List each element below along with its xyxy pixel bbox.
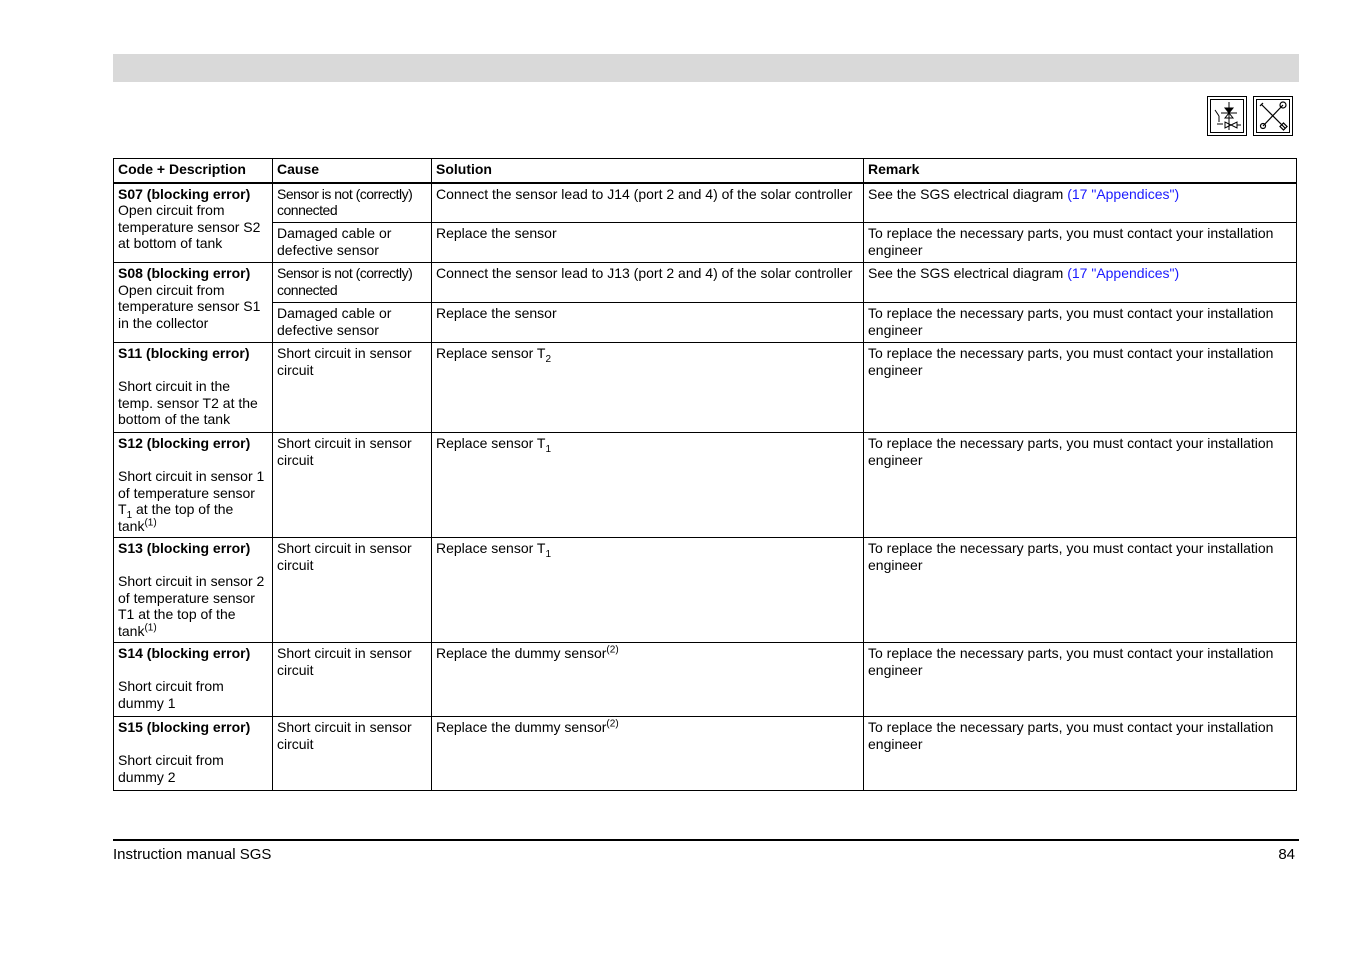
remark-cell: To replace the necessary parts, you must contact your installation engineer	[864, 643, 1297, 717]
cause-cell: Short circuit in sensor circuit	[273, 538, 432, 643]
table-row	[114, 538, 1297, 643]
solution-cell	[432, 433, 864, 538]
solution-cell	[432, 717, 864, 791]
error-code: S14 (blocking error)	[118, 645, 251, 661]
solution-text: Replace sensor T	[436, 345, 546, 361]
error-code: S07 (blocking error)	[118, 185, 251, 202]
page-number: 84	[1278, 846, 1295, 863]
solution-cell: Replace the sensor	[432, 303, 864, 343]
error-description: Open circuit from temperature sensor S2 at bottom of tank	[118, 202, 261, 251]
solution-text: Replace the dummy sensor	[436, 719, 607, 735]
remark-cell: To replace the necessary parts, you must contact your installation engineer	[864, 717, 1297, 791]
footnote-ref: (1)	[144, 621, 157, 633]
solution-cell: Replace the sensor	[432, 223, 864, 263]
table-row	[114, 303, 1297, 343]
remark-cell	[864, 183, 1297, 223]
cause-cell: Sensor is not (correctly) connected	[273, 263, 432, 303]
error-code: S12 (blocking error)	[118, 435, 251, 451]
error-code-cell	[114, 183, 273, 263]
cause-cell: Short circuit in sensor circuit	[273, 343, 432, 433]
remark-cell: To replace the necessary parts, you must contact your installation engineer	[864, 303, 1297, 343]
subscript: 2	[545, 353, 552, 365]
error-code-cell	[114, 717, 273, 791]
error-description: Open circuit from temperature sensor S1 in the collector	[118, 281, 261, 331]
footnote-ref: (1)	[144, 516, 157, 528]
footnote-ref: (2)	[606, 644, 619, 656]
error-description: Short circuit in the temp. sensor T2 at the bottom of the tank	[118, 378, 258, 427]
error-code: S15 (blocking error)	[118, 719, 251, 735]
table-row	[114, 183, 1297, 223]
cause-cell: Short circuit in sensor circuit	[273, 717, 432, 791]
error-description: Short circuit from dummy 1	[118, 678, 224, 711]
error-code: S13 (blocking error)	[118, 540, 251, 556]
subscript: 1	[126, 509, 133, 521]
solution-cell: Connect the sensor lead to J13 (port 2 and 4) of the solar controller	[432, 263, 864, 303]
remark-cell: To replace the necessary parts, you must contact your installation engineer	[864, 538, 1297, 643]
remark-cell: To replace the necessary parts, you must contact your installation engineer	[864, 223, 1297, 263]
table-header-row	[114, 159, 1297, 183]
footnote-ref: (2)	[606, 718, 619, 730]
header-icons	[1207, 96, 1293, 136]
column-header-solution: Solution	[432, 159, 864, 183]
error-code: S08 (blocking error)	[118, 265, 251, 281]
appendices-link[interactable]: (17 "Appendices")	[1067, 185, 1180, 202]
cause-cell: Damaged cable or defective sensor	[273, 303, 432, 343]
table-row	[114, 717, 1297, 791]
error-code: S11 (blocking error)	[118, 345, 250, 361]
header-bar	[113, 54, 1299, 82]
column-header-code: Code + Description	[114, 159, 273, 183]
remark-cell: To replace the necessary parts, you must contact your installation engineer	[864, 433, 1297, 538]
table-row	[114, 643, 1297, 717]
column-header-cause: Cause	[273, 159, 432, 183]
valve-schematic-icon	[1207, 96, 1247, 136]
cause-cell: Short circuit in sensor circuit	[273, 643, 432, 717]
error-code-cell	[114, 263, 273, 343]
cause-cell: Sensor is not (correctly) connected	[273, 183, 432, 223]
remark-text: See the SGS electrical diagram	[868, 185, 1068, 202]
error-description: Short circuit from dummy 2	[118, 752, 224, 785]
solution-cell	[432, 343, 864, 433]
table-row	[114, 343, 1297, 433]
remark-text: See the SGS electrical diagram	[868, 265, 1068, 281]
table-row	[114, 223, 1297, 263]
solution-text: Replace the dummy sensor	[436, 645, 607, 661]
solution-text: Replace sensor T	[436, 435, 546, 451]
error-description: Short circuit in sensor 1 of temperature sensor T	[118, 468, 265, 517]
error-code-cell	[114, 538, 273, 643]
solution-text: Replace sensor T	[436, 540, 546, 556]
error-code-cell	[114, 643, 273, 717]
footer-title: Instruction manual SGS	[113, 846, 272, 863]
cause-cell: Damaged cable or defective sensor	[273, 223, 432, 263]
remark-cell	[864, 263, 1297, 303]
solution-cell	[432, 643, 864, 717]
error-code-cell	[114, 433, 273, 538]
column-header-remark: Remark	[864, 159, 1297, 183]
table-row	[114, 433, 1297, 538]
remark-cell: To replace the necessary parts, you must contact your installation engineer	[864, 343, 1297, 433]
error-description-end: at the top of the tank	[118, 501, 234, 534]
solution-cell	[432, 538, 864, 643]
footer-divider	[113, 839, 1299, 841]
tools-icon	[1253, 96, 1293, 136]
error-code-table	[113, 158, 1297, 791]
appendices-link[interactable]: (17 "Appendices")	[1067, 265, 1180, 281]
subscript: 1	[545, 443, 552, 455]
solution-cell: Connect the sensor lead to J14 (port 2 and 4) of the solar controller	[432, 183, 864, 223]
table-row	[114, 263, 1297, 303]
cause-cell: Short circuit in sensor circuit	[273, 433, 432, 538]
error-description: Short circuit in sensor 2 of temperature sensor T1 at the top of the tank	[118, 573, 265, 639]
error-code-cell	[114, 343, 273, 433]
subscript: 1	[545, 548, 552, 560]
